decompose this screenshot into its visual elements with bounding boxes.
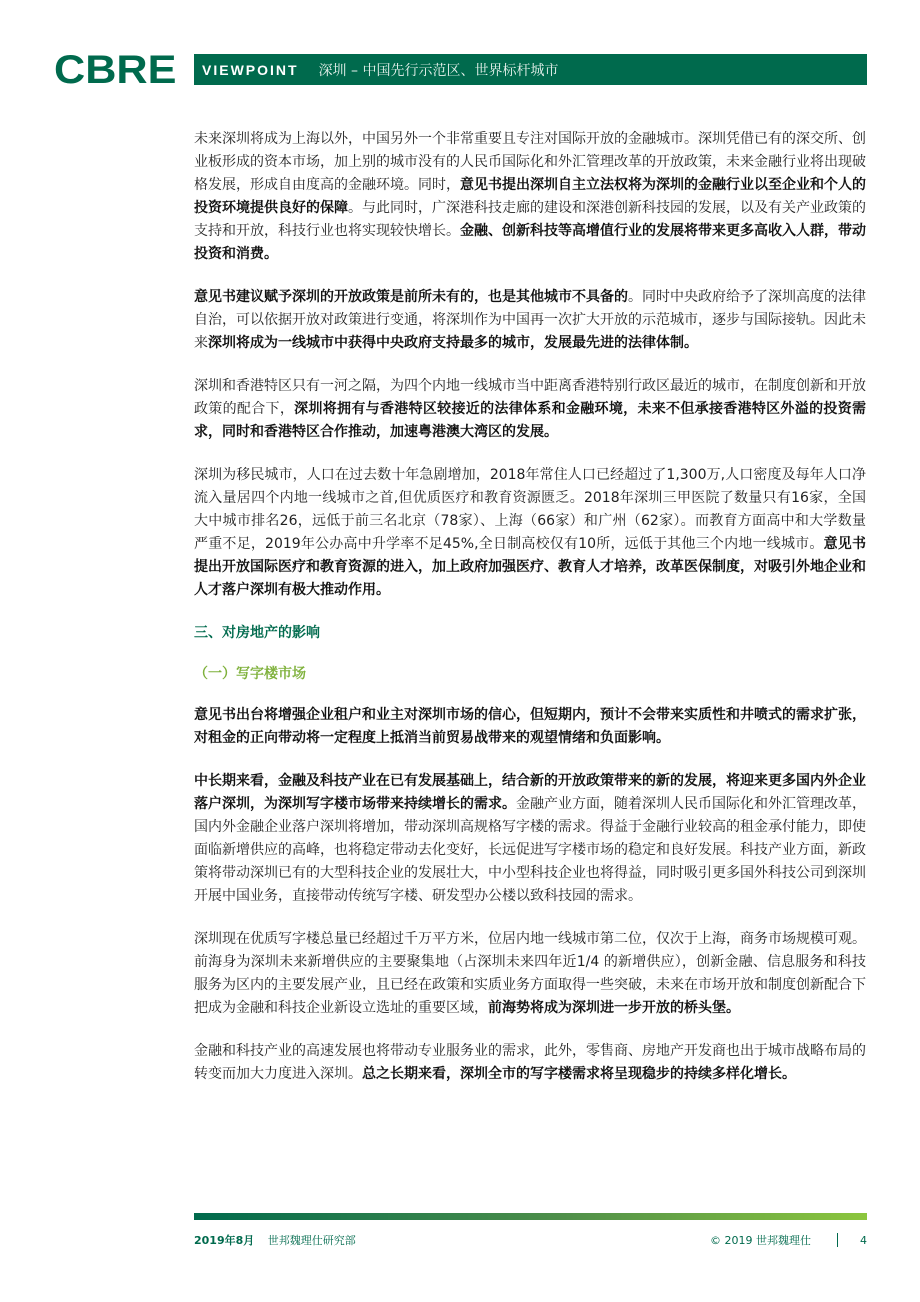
text-run: 深圳和香港特区只有一河之隔，为四个内地一线城市当中距离香港特别行政区最近的城市，在制度创新和开放政策的配合下，	[194, 378, 866, 417]
paragraph-7	[194, 928, 866, 1020]
page-number: 4	[860, 1233, 867, 1247]
footer-copyright: © 2019 世邦魏理仕	[710, 1234, 811, 1247]
sub-heading: （一）写字楼市场	[194, 666, 306, 682]
text-run: 深圳为移民城市，人口在过去数十年急剧增加，2018年常住人口已经超过了1,300万,人口密度及每年人口净流入量居四个内地一线城市之首,但优质医疗和教育资源匮乏。2018年深圳三甲医院了数量只有16家，全国大中城市排名26，远低于前三名北京（78家）、上海（66家）和广州（62家）。而教育方面高中和大学数量严重不足，2019年公办高中升学率不足45%,全日制高校仅有10所，远低于其他三个内地一线城市。	[194, 467, 866, 552]
cbre-logo: CBRE	[54, 48, 177, 92]
footer-dept: 世邦魏理仕研究部	[267, 1234, 356, 1247]
text-run: 。同时中央政府给予了深圳高度的法律自治，可以依据开放对政策进行变通，将深圳作为中国再一次扩大开放的示范城市，逐步与国际接轨。因此未来	[194, 289, 866, 351]
footer	[194, 1232, 867, 1248]
bold-text-run: 深圳将拥有与香港特区较接近的法律体系和金融环境，未来不但承接香港特区外溢的投资需求，同时和香港特区合作推动，加速粤港澳大湾区的发展。	[194, 401, 867, 440]
header-banner	[194, 54, 867, 85]
footer-date: 2019年8月	[194, 1234, 255, 1247]
paragraph-6	[194, 770, 866, 908]
text-run: 深圳现在优质写字楼总量已经超过千万平方米，位居内地一线城市第二位，仅次于上海，商务市场规模可观。前海身为深圳未来新增供应的主要聚集地（占深圳未来四年近1/4 的新增供应），创新金融、信息服务和科技服务为区内的主要发展产业，且已经在政策和实质业务方面取得一些突破，未来在市场开放和制度创新配合下把成为金融和科技企业新设立选址的重要区域，	[194, 931, 866, 1016]
paragraph-2	[194, 286, 866, 355]
text-run: 。与此同时，广深港科技走廊的建设和深港创新科技园的发展，以及有关产业政策的支持和开放，科技行业也将实现较快增长。	[194, 200, 866, 239]
document-title: 深圳 – 中国先行示范区、世界标杆城市	[318, 62, 559, 79]
text-run: 金融产业方面，随着深圳人民币国际化和外汇管理改革，国内外金融企业落户深圳将增加，带动深圳高规格写字楼的需求。得益于金融行业较高的租金承付能力，即使面临新增供应的高峰，也将稳定带动去化变好，长远促进写字楼市场的稳定和良好发展。科技产业方面，新政策将带动深圳已有的大型科技企业的发展壮大，中小型科技企业也将得益，同时吸引更多国外科技公司到深圳开展中国业务，直接带动传统写字楼、研发型办公楼以致科技园的需求。	[194, 796, 866, 904]
text-run: 金融和科技产业的高速发展也将带动专业服务业的需求，此外，零售商、房地产开发商也出于城市战略布局的转变而加大力度进入深圳。	[194, 1043, 866, 1082]
bold-text-run: 意见书建议赋予深圳的开放政策是前所未有的，也是其他城市不具备的	[194, 289, 628, 305]
bold-text-run: 金融、创新科技等高增值行业的发展将带来更多高收入人群，带动投资和消费。	[194, 223, 866, 262]
bold-text-run: 前海势将成为深圳进一步开放的桥头堡。	[488, 1000, 740, 1016]
bold-text-run: 意见书出台将增强企业租户和业主对深圳市场的信心，但短期内，预计不会带来实质性和井喷式的需求扩张，对租金的正向带动将一定程度上抵消当前贸易战带来的观望情绪和负面影响。	[194, 707, 866, 746]
bold-text-run: 中长期来看，金融及科技产业在已有发展基础上，结合新的开放政策带来的新的发展，将迎来更多国内外企业落户深圳，为深圳写字楼市场带来持续增长的需求。	[194, 773, 866, 812]
bold-text-run: 总之长期来看，深圳全市的写字楼需求将呈现稳步的持续多样化增长。	[362, 1066, 796, 1082]
bold-text-run: 意见书提出开放国际医疗和教育资源的进入，加上政府加强医疗、教育人才培养，改革医保制度，对吸引外地企业和人才落户深圳有极大推动作用。	[194, 536, 866, 598]
bold-text-run: 意见书提出深圳自主立法权将为深圳的金融行业以至企业和个人的投资环境提供良好的保障	[194, 177, 866, 216]
viewpoint-label: VIEWPOINT	[202, 61, 299, 78]
text-run: 未来深圳将成为上海以外，中国另外一个非常重要且专注对国际开放的金融城市。深圳凭借已有的深交所、创业板形成的资本市场，加上别的城市没有的人民币国际化和外汇管理改革的开放政策，未来金融行业将出现破格发展，形成自由度高的金融环境。同时，	[194, 131, 866, 193]
paragraph-1	[194, 128, 866, 266]
paragraph-3	[194, 375, 866, 444]
footer-bar	[194, 1213, 867, 1220]
paragraph-5	[194, 704, 866, 750]
bold-text-run: 深圳将成为一线城市中获得中央政府支持最多的城市，发展最先进的法律体制。	[208, 335, 698, 351]
paragraph-4	[194, 464, 866, 602]
paragraph-8	[194, 1040, 866, 1086]
main-content	[194, 128, 866, 1106]
footer-separator	[837, 1233, 838, 1247]
section-heading: 三、对房地产的影响	[194, 625, 320, 641]
